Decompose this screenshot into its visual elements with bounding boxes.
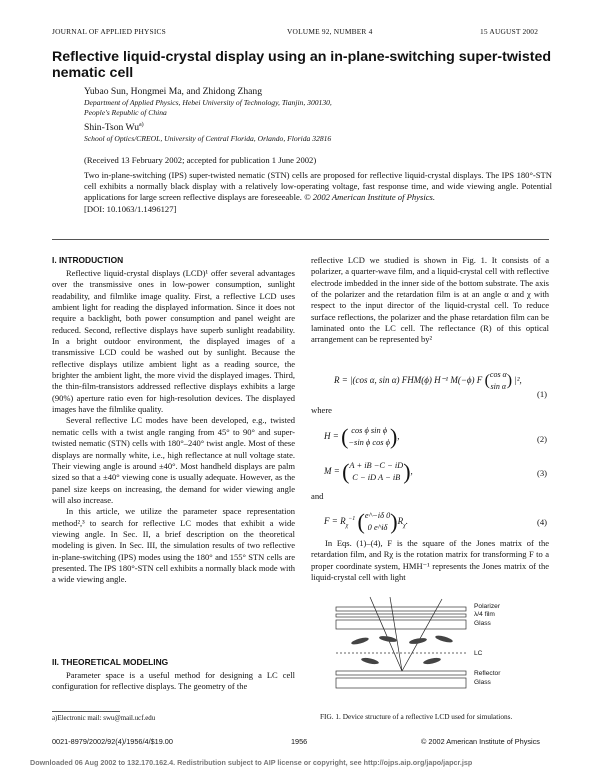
equation-1-body: R = |(cos α, sin α) FHM(ϕ) H⁻¹ M(−ϕ) F (334, 375, 483, 386)
download-notice: Downloaded 06 Aug 2002 to 132.170.162.4. Redistribution subject to AIP license or copyright, see http://ojps.aip.org/japo/japcr.jsp (30, 758, 473, 767)
abstract-copyright: © 2002 American Institute of Physics. (304, 192, 436, 203)
eq2-row-2: −sin ϕ cos ϕ (348, 438, 390, 447)
equation-3-number: (3) (537, 468, 548, 478)
author-wu: Shin-Tson Wu (84, 122, 139, 134)
footer-copyright: © 2002 American Institute of Physics (421, 737, 540, 746)
equation-1: R = |(cos α, sin α) FHM(ϕ) H⁻¹ M(−ϕ) F (cos α sin α) |², (334, 370, 522, 391)
paper-title: Reflective liquid-crystal display using an in-plane-switching super-twisted nematic cell (52, 49, 552, 81)
where-text: where (311, 405, 332, 415)
equation-1-tail: |², (514, 375, 522, 386)
equation-4-number: (4) (537, 517, 548, 527)
bottom-glass-layer (336, 678, 466, 688)
right-column-text-1 (311, 255, 549, 346)
theory-paragraph-1: Parameter space is a useful method for designing a LC cell configuration for reflective displays. The geometry of the (52, 670, 295, 692)
eq4-sub: χ (345, 522, 349, 529)
doi: [DOI: 10.1063/1.1496127] (84, 203, 177, 214)
theory-paragraph (52, 670, 295, 693)
top-glass-layer (336, 620, 466, 629)
footnote-divider (52, 711, 120, 712)
volume-number: VOLUME 92, NUMBER 4 (287, 27, 373, 36)
equation-1-number: (1) (537, 389, 548, 399)
label-glass-bottom: Glass (474, 679, 491, 686)
figure-caption: FIG. 1. Device structure of a reflective LCD used for simulations. (320, 712, 513, 721)
reflector-layer (336, 671, 466, 675)
intro-paragraph-2: Several reflective LC modes have been developed, e.g., twisted nematic cells with a twist angle ranging from 45° to 90° and super-twisted nematic (STN) cells with 180°–240° twist angle. Most of these displays are normally white, i.e., high reflectance at null voltage state. Their viewing angle is around ±40°. Most handheld displays are palm sized so that a ±40° viewing cone is usually adequate. However, as the panel size keeps on increasing, the demand for wider viewing angle will also increase. (52, 415, 295, 505)
affiliation-1-line-2: People's Republic of China (84, 108, 167, 117)
page-number: 1956 (291, 737, 308, 746)
affiliation-1 (84, 98, 404, 118)
equation-4: $F = R_\chi^{-1}$ (e^−iδ 0 0 e^iδ )$R_\chi$. (324, 509, 408, 534)
left-column (52, 268, 295, 586)
journal-name: JOURNAL OF APPLIED PHYSICS (52, 27, 166, 36)
section-heading-theory: II. THEORETICAL MODELING (52, 657, 169, 667)
footnote-email: a)Electronic mail: swu@mail.ucf.edu (52, 715, 156, 722)
equation-3: M = (A + iB −C − iD C − iD A − iB ), (324, 459, 413, 484)
polarizer-layer (336, 607, 466, 611)
intro-paragraph-1: Reflective liquid-crystal displays (LCD)¹ offer several advantages over the transmissive ones in low-power consumption, sunlight readability, and filmlike image quality. First, a reflective LCD uses ambient light for reading the displayed information. Since it does not require a backlight, both power consumption and panel weight are reduced. Second, reflective displays have superb sunlight readability. In a bright outdoor environment, the displayed images of a transmissive LCD could be washed out by sunlight. Because the reflective displays utilize ambient light as a reading source, the brighter the ambient light, the more vivid the displayed images. Third, the thin-film-transistors addressed reflective displays exhibits a large (90%) aperture ratio even for high-resolution devices. The displayed images have the filmlike quality. (52, 268, 295, 415)
equation-2-number: (2) (537, 434, 548, 444)
device-structure-figure (330, 595, 555, 710)
right-column-text-2 (311, 538, 549, 583)
eq3-row-2: C − iD A − iB (352, 473, 401, 482)
eq1-vec-top: cos α (489, 370, 507, 379)
abstract-text: Two in-plane-switching (IPS) super-twisted nematic (STN) cells are proposed for reflective liquid-crystal displays. The IPS 180°-STN cell exhibits a normally black display with a relatively low-operating voltage, fast response time, and wide viewing angle. Potential applications for large screen reflective displays are foreseeable. (84, 170, 552, 203)
section-heading-introduction: I. INTRODUCTION (52, 255, 124, 265)
eq4-sup: −1 (348, 516, 356, 523)
authors-group-2 (84, 122, 144, 133)
eq1-vec-bottom: sin α (490, 382, 507, 391)
eq4-row-2: 0 e^iδ (367, 523, 388, 532)
footer-code: 0021-8979/2002/92(4)/1956/4/$19.00 (52, 737, 173, 746)
equation-4-lhs: F = R (324, 516, 346, 527)
equation-2: H = ( cos ϕ sin ϕ −sin ϕ cos ϕ), (324, 424, 400, 449)
authors-group-1: Yubao Sun, Hongmei Ma, and Zhidong Zhang (84, 86, 262, 97)
label-reflector: Reflector (474, 670, 501, 677)
right-paragraph-2: In Eqs. (1)–(4), F is the square of the Jones matrix of the retardation film, and Rχ is the rotation matrix for transforming F to a proper coordinate system, HMH⁻¹ represents the Jones matrix of the liquid-crystal cell with light (311, 538, 549, 583)
right-paragraph-1: reflective LCD we studied is shown in Fig. 1. It consists of a polarizer, a quarter-wave film, and a liquid-crystal cell with reflective electrode imbedded in the inner side of the bottom substrate. The axis of the polarizer and the retardation film is at an angle α and χ with respect to the input director of the liquid-crystal cell. To reduce surface reflections, the polarizer and the phase retardation film can be laminated onto the LC cell. The reflectance (R) of this optical arrangement can be represented by² (311, 255, 549, 345)
received-dates: (Received 13 February 2002; accepted for publication 1 June 2002) (84, 155, 317, 165)
quarter-wave-film-layer (336, 614, 466, 617)
eq2-row-1: cos ϕ sin ϕ (351, 426, 388, 435)
header-divider (52, 239, 549, 240)
lc-molecules (351, 634, 454, 665)
affiliation-1-line-1: Department of Applied Physics, Hebei University of Technology, Tianjin, 300130, (84, 98, 332, 107)
intro-paragraph-3: In this article, we utilize the parameter space representation method²,³ to search for reflective LC modes that exhibit a wide viewing angle. In Sec. II, a brief description on the theoretical modeling is given. In Sec. III, the simulation results of two reflective in-plane-switching (IPS) modes using the 180° and 155° STN cells are presented. The IPS 180°-STN cell exhibits a normally black mode with a wide viewing angle. (52, 506, 295, 585)
label-polarizer: Polarizer (474, 603, 501, 610)
label-glass-top: Glass (474, 620, 491, 627)
equation-3-lhs: M = (324, 466, 340, 477)
equation-2-lhs: H = (324, 431, 339, 442)
affiliation-2: School of Optics/CREOL, University of Central Florida, Orlando, Florida 32816 (84, 134, 332, 143)
abstract (84, 170, 552, 215)
eq3-row-1: A + iB −C − iD (349, 461, 404, 470)
eq4-tail: R (397, 516, 404, 527)
eq4-row-1: e^−iδ 0 (364, 511, 391, 520)
and-text: and (311, 491, 324, 501)
label-quarter-wave-film: λ/4 film (474, 611, 495, 618)
footnote-marker: a) (139, 122, 144, 128)
label-lc: LC (474, 650, 483, 657)
issue-date: 15 AUGUST 2002 (480, 27, 539, 36)
